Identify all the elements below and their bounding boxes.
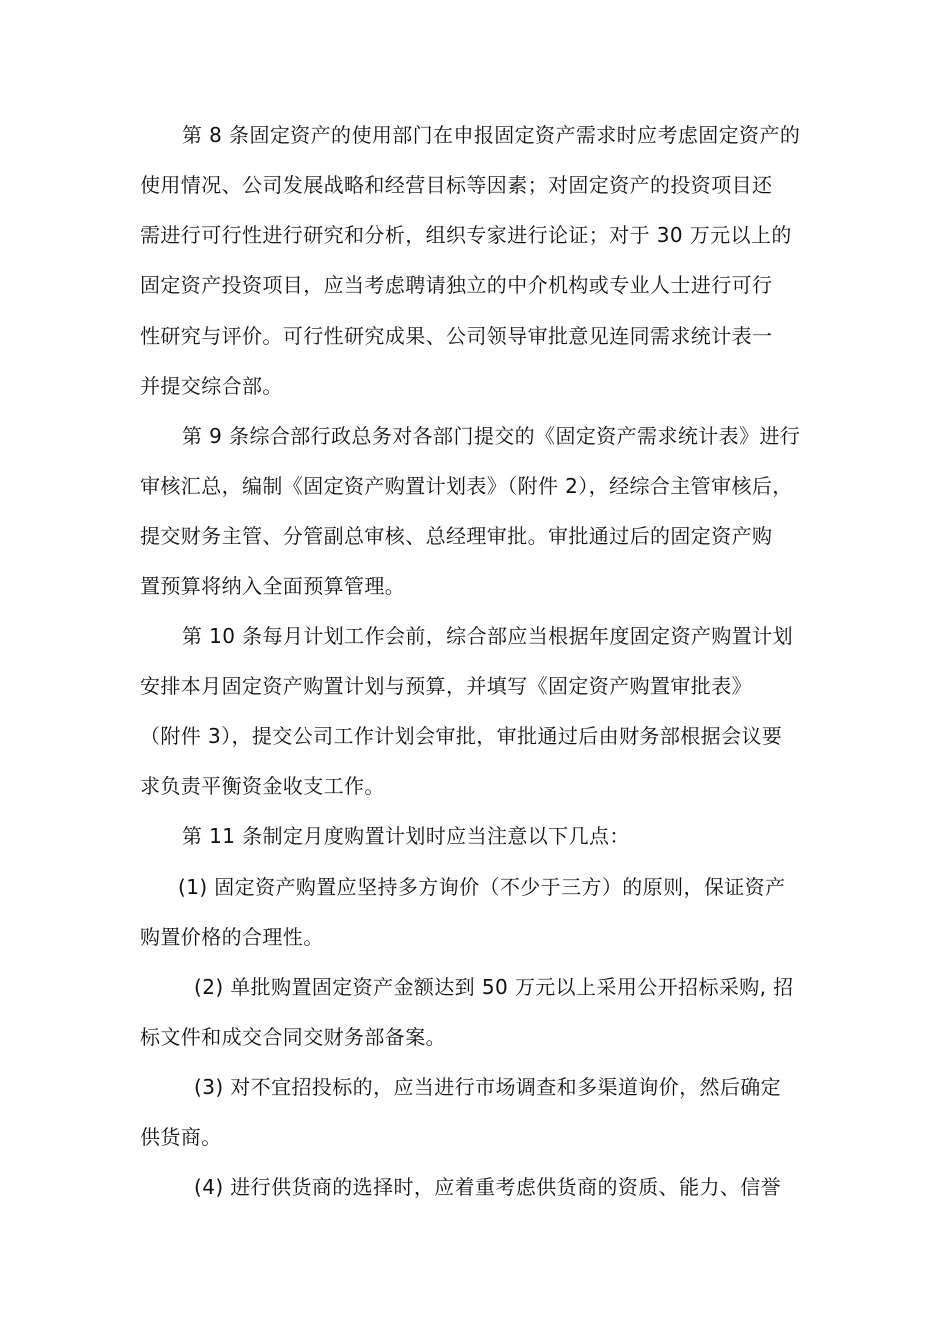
article-9-line-4: 置预算将纳入全面预算管理。 <box>140 574 406 598</box>
article-9-line-1: 第 9 条综合部行政总务对各部门提交的《固定资产需求统计表》进行 <box>182 424 801 448</box>
article-8-line-5: 性研究与评价。可行性研究成果、公司领导审批意见连同需求统计表一 <box>140 324 773 348</box>
article-10-line-3: （附件 3），提交公司工作计划会审批，审批通过后由财务部根据会议要 <box>140 724 783 748</box>
item-2-line-2: 标文件和成交合同交财务部备案。 <box>140 1025 446 1049</box>
article-8-line-6: 并提交综合部。 <box>140 374 283 398</box>
article-8-line-2: 使用情况、公司发展战略和经营目标等因素；对固定资产的投资项目还 <box>140 173 773 197</box>
item-3-line-1: (3) 对不宜招投标的，应当进行市场调查和多渠道询价，然后确定 <box>194 1075 782 1099</box>
article-9-line-3: 提交财务主管、分管副总审核、总经理审批。审批通过后的固定资产购 <box>140 524 773 548</box>
item-3-line-2: 供货商。 <box>140 1125 222 1149</box>
article-8-line-1: 第 8 条固定资产的使用部门在申报固定资产需求时应考虑固定资产的 <box>182 123 801 147</box>
article-8-line-4: 固定资产投资项目，应当考虑聘请独立的中介机构或专业人士进行可行 <box>140 273 773 297</box>
item-1-line-2: 购置价格的合理性。 <box>140 925 324 949</box>
item-4-line-1: (4) 进行供货商的选择时，应着重考虑供货商的资质、能力、信誉 <box>194 1175 782 1199</box>
article-11-line-1: 第 11 条制定月度购置计划时应当注意以下几点： <box>182 824 630 848</box>
article-10-line-4: 求负责平衡资金收支工作。 <box>140 774 385 798</box>
article-10-line-2: 安排本月固定资产购置计划与预算，并填写《固定资产购置审批表》 <box>140 674 752 698</box>
item-1-line-1: (1) 固定资产购置应坚持多方询价（不少于三方）的原则，保证资产 <box>178 875 786 899</box>
article-9-line-2: 审核汇总，编制《固定资产购置计划表》（附件 2），经综合主管审核后， <box>140 474 793 498</box>
article-10-line-1: 第 10 条每月计划工作会前，综合部应当根据年度固定资产购置计划 <box>182 624 793 648</box>
article-8-line-3: 需进行可行性进行研究和分析，组织专家进行论证；对于 30 万元以上的 <box>140 223 792 247</box>
item-2-line-1: (2) 单批购置固定资产金额达到 50 万元以上采用公开招标采购, 招 <box>194 975 794 999</box>
